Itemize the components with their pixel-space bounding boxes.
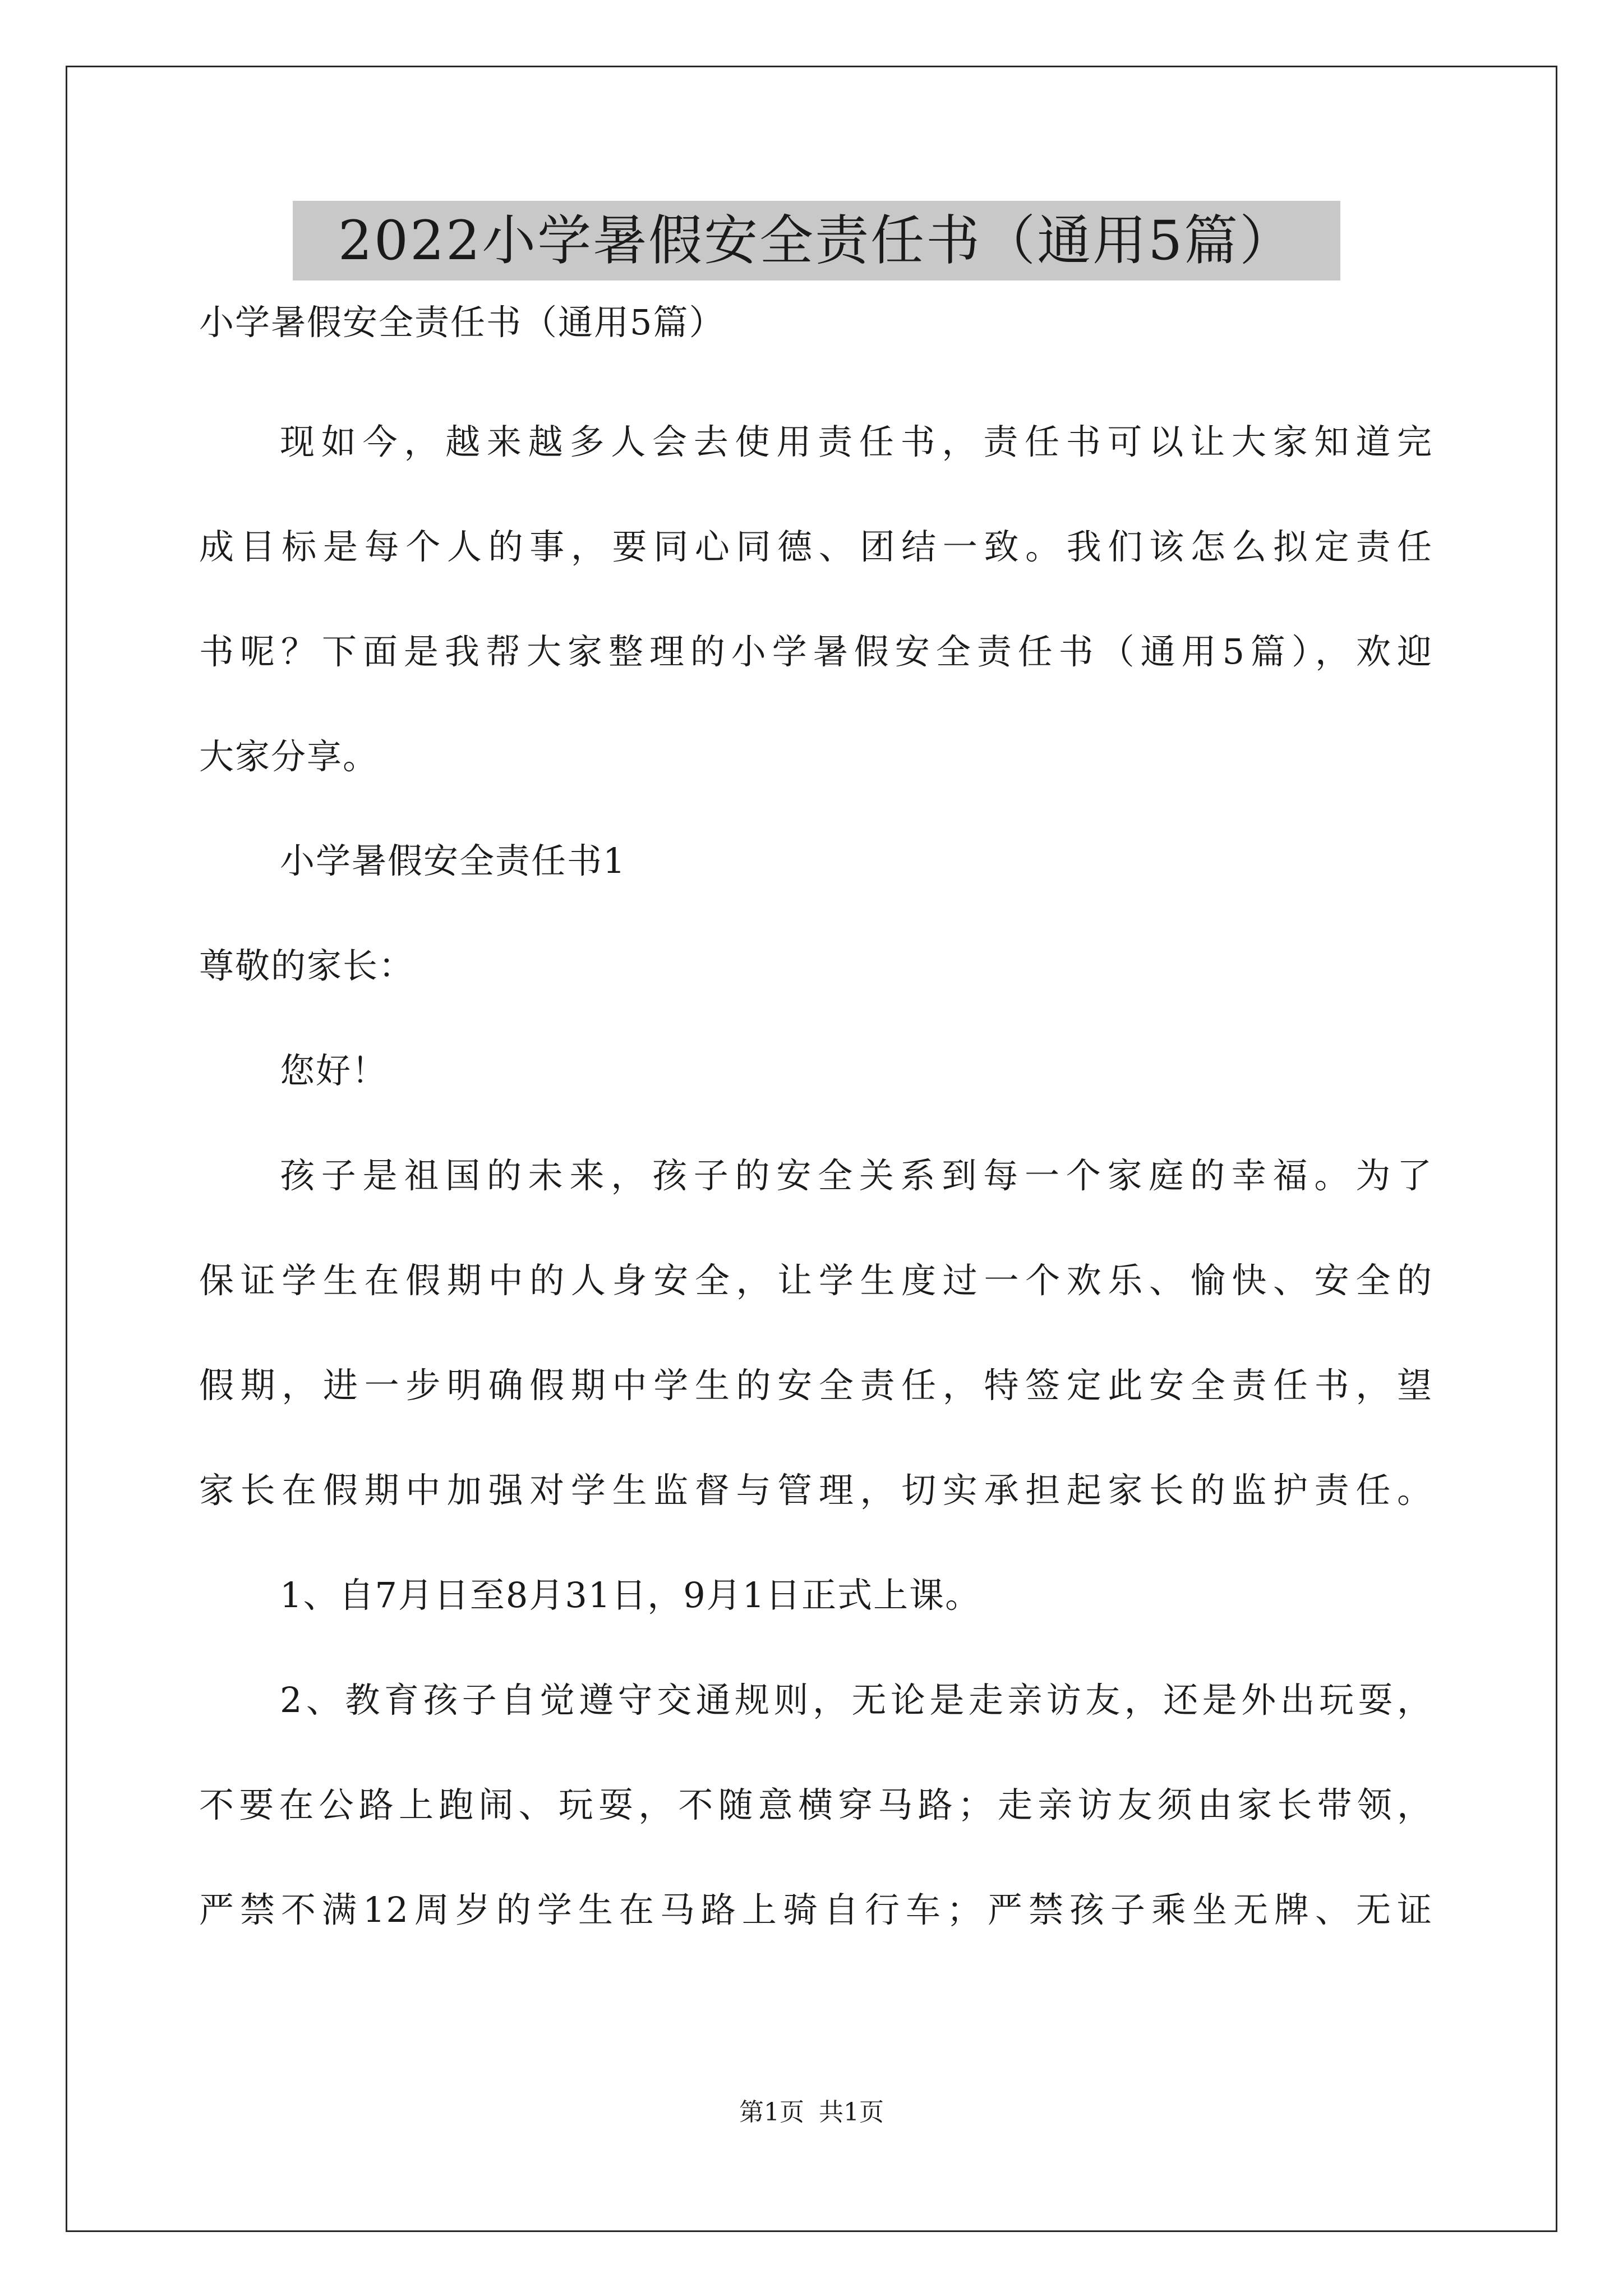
paragraph-line: 保证学生在假期中的人身安全，让学生度过一个欢乐、愉快、安全的 (199, 1260, 1433, 1301)
list-item: 1、自7月日至8月31日，9月1日正式上课。 (280, 1575, 981, 1616)
list-item-line: 2、教育孩子自觉遵守交通规则，无论是走亲访友，还是外出玩耍， (280, 1680, 1433, 1720)
section-heading: 小学暑假安全责任书1 (280, 840, 626, 881)
intro-line: 成目标是每个人的事，要同心同德、团结一致。我们该怎么拟定责任 (199, 526, 1433, 567)
page-number-current: 第1页 (739, 2098, 804, 2127)
intro-line: 书呢？下面是我帮大家整理的小学暑假安全责任书（通用5篇），欢迎 (199, 631, 1433, 672)
document-subtitle: 小学暑假安全责任书（通用5篇） (199, 302, 725, 343)
page-number-total: 共1页 (819, 2098, 884, 2127)
paragraph-line: 家长在假期中加强对学生监督与管理，切实承担起家长的监护责任。 (199, 1470, 1433, 1511)
list-item-line: 严禁不满12周岁的学生在马路上骑自行车；严禁孩子乘坐无牌、无证 (199, 1889, 1433, 1930)
greeting: 您好！ (280, 1050, 388, 1091)
intro-line: 现如今，越来越多人会去使用责任书，责任书可以让大家知道完 (280, 421, 1433, 462)
page-footer (0, 2096, 1623, 2129)
paragraph-line: 假期，进一步明确假期中学生的安全责任，特签定此安全责任书，望 (199, 1365, 1433, 1406)
intro-line: 大家分享。 (199, 736, 379, 777)
document-title: 2022小学暑假安全责任书（通用5篇） (293, 201, 1340, 280)
list-item-line: 不要在公路上跑闹、玩耍，不随意横穿马路；走亲访友须由家长带领， (199, 1784, 1433, 1825)
paragraph-line: 孩子是祖国的未来，孩子的安全关系到每一个家庭的幸福。为了 (280, 1155, 1433, 1196)
salutation: 尊敬的家长： (199, 945, 415, 986)
